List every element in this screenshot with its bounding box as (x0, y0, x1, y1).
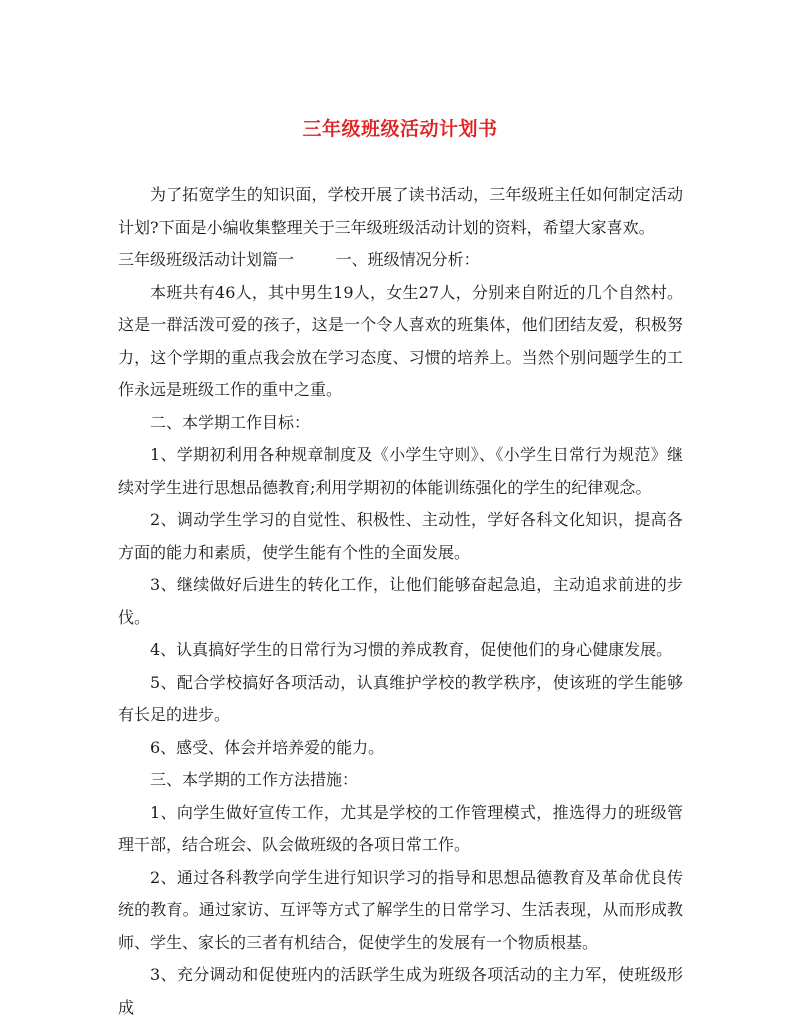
paragraph-goal-6: 6、感受、体会并培养爱的能力。 (150, 737, 385, 757)
section3-heading: 三、本学期的工作方法措施： (150, 770, 359, 789)
paragraph-goal-2: 2、调动学生学习的自觉性、积极性、主动性，学好各科文化知识，提高各方面的能力和素质，使学生能有个性的全面发展。 (118, 510, 683, 562)
paragraph-goal-4: 4、认真搞好学生的日常行为习惯的养成教育，促使他们的身心健康发展。 (150, 640, 673, 659)
plan-label: 三年级班级活动计划篇一 (118, 250, 295, 269)
document-body (118, 179, 683, 1024)
paragraph-intro: 为了拓宽学生的知识面，学校开展了读书活动，三年级班主任如何制定活动计划?下面是小编收集整理关于三年级班级活动计划的资料，希望大家喜欢。 (118, 185, 683, 237)
paragraph-method-2: 2、通过各科教学向学生进行知识学习的指导和思想品德教育及革命优良传统的教育。通过家访、互评等方式了解学生的日常学习、生活表现，从而形成教师、学生、家长的三者有机结合，促使学生的发展有一个物质根基。 (118, 867, 683, 952)
paragraph-goal-5: 5、配合学校搞好各项活动，认真维护学校的教学秩序，使该班的学生能够有长足的进步。 (118, 672, 683, 724)
paragraph-method-3: 3、充分调动和促使班内的活跃学生成为班级各项活动的主力军，使班级形成 (118, 965, 683, 1017)
document-title: 三年级班级活动计划书 (302, 118, 498, 140)
paragraph-method-1: 1、向学生做好宣传工作，尤其是学校的工作管理模式，推选得力的班级管理干部，结合班会、队会做班级的各项日常工作。 (118, 802, 683, 854)
paragraph-goal-1: 1、学期初利用各种规章制度及《小学生守则》、《小学生日常行为规范》继续对学生进行思想品德教育;利用学期初的体能训练强化的学生的纪律观念。 (118, 445, 683, 497)
paragraph-class-analysis: 本班共有46人，其中男生19人，女生27人，分别来自附近的几个自然村。这是一群活泼可爱的孩子，这是一个令人喜欢的班集体，他们团结友爱，积极努力，这个学期的重点我会放在学习态度、习惯的培养上。当然个别问题学生的工作永远是班级工作的重中之重。 (118, 282, 683, 399)
paragraph-goal-3: 3、继续做好后进生的转化工作，让他们能够奋起急追，主动追求前进的步伐。 (118, 575, 683, 627)
paragraph-plan-heading (118, 244, 683, 277)
section2-heading: 二、本学期工作目标： (150, 412, 311, 432)
section1-heading: 一、班级情况分析： (335, 250, 480, 269)
